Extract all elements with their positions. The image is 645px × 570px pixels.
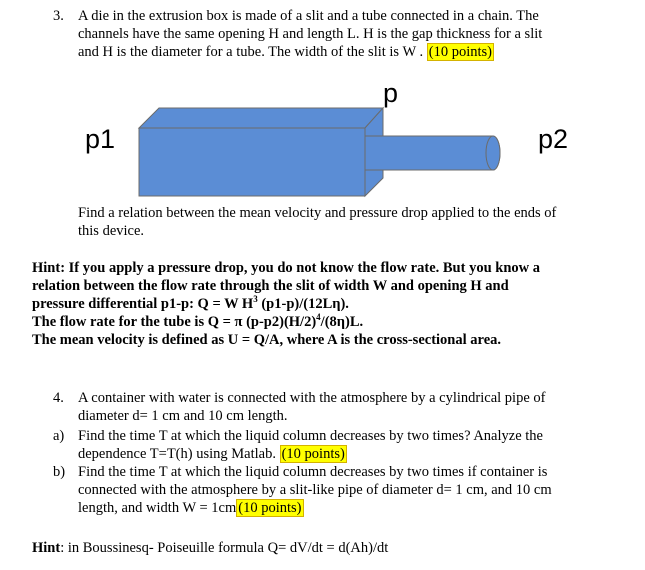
question-4-line-2: diameter d= 1 cm and 10 cm length. — [78, 408, 288, 424]
figure-label-p2: p2 — [538, 124, 569, 154]
question-4a-line-2-text: dependence T=T(h) using Matlab. — [78, 446, 280, 462]
question-3-number: 3. — [53, 8, 64, 24]
figure-label-p1: p1 — [85, 124, 116, 154]
hint-4-label: Hint — [32, 540, 61, 556]
question-4b-line-1: Find the time T at which the liquid column decreases by two times if container is — [78, 464, 548, 480]
hint-3-line-5: The mean velocity is defined as U = Q/A, where A is the cross-sectional area. — [32, 332, 502, 348]
question-3-line-1: A die in the extrusion box is made of a slit and a tube connected in a chain. The — [78, 8, 539, 24]
hint-3-line-3-a: pressure differential p1-p: Q = W H — [32, 296, 254, 312]
hint-3-line-2: relation between the flow rate through the slit of width W and opening H and — [32, 278, 509, 294]
question-4a-label: a) — [53, 428, 65, 444]
question-4b-line-2: connected with the atmosphere by a slit-like pipe of diameter d= 1 cm, and 10 cm — [78, 482, 552, 498]
hint-3-line-4-a: The flow rate for the tube is Q = π (p-p2)(H/2) — [32, 314, 317, 330]
question-4b-label: b) — [53, 464, 66, 480]
question-3-points: (10 points) — [428, 44, 492, 60]
question-3-task-line-2: this device. — [78, 223, 145, 239]
hint-3-line-1: Hint: If you apply a pressure drop, you do not know the flow rate. But you know a — [32, 260, 540, 276]
question-4-line-1: A container with water is connected with the atmosphere by a cylindrical pipe of — [78, 390, 546, 406]
question-3-task-line-1: Find a relation between the mean velocity and pressure drop applied to the ends of — [78, 205, 557, 221]
hint-3-exponent-3: 3 — [253, 294, 258, 305]
tube-body — [365, 136, 500, 170]
hint-4 — [32, 540, 388, 558]
tube-end — [486, 136, 500, 170]
hint-3-exponent-4: 4 — [316, 312, 321, 323]
hint-3-line-4 — [32, 314, 363, 332]
question-4-number: 4. — [53, 390, 64, 406]
figure-label-p: p — [383, 78, 399, 108]
question-4b-line-3 — [78, 500, 304, 518]
hint-3-line-3 — [32, 296, 349, 314]
question-4b-points: (10 points) — [238, 500, 302, 516]
question-4b-line-3-text: length, and width W = 1cm — [78, 500, 237, 516]
question-4a-points: (10 points) — [281, 446, 345, 462]
hint-4-text: : in Boussinesq- Poiseuille formula Q= dV/dt = d(Ah)/dt — [60, 540, 389, 556]
question-4a-line-2 — [78, 446, 347, 464]
hint-3-line-3-b: (p1-p)/(12Lη). — [257, 296, 349, 312]
hint-3-line-4-b: /(8η)L. — [320, 314, 364, 330]
slit-top-face — [139, 108, 383, 128]
slit-front-face — [139, 128, 365, 196]
question-3-line-2: channels have the same opening H and length L. H is the gap thickness for a slit — [78, 26, 543, 42]
question-3-line-3-text: and H is the diameter for a tube. The width of the slit is W . — [78, 44, 427, 60]
question-4a-line-1: Find the time T at which the liquid column decreases by two times? Analyze the — [78, 428, 543, 444]
